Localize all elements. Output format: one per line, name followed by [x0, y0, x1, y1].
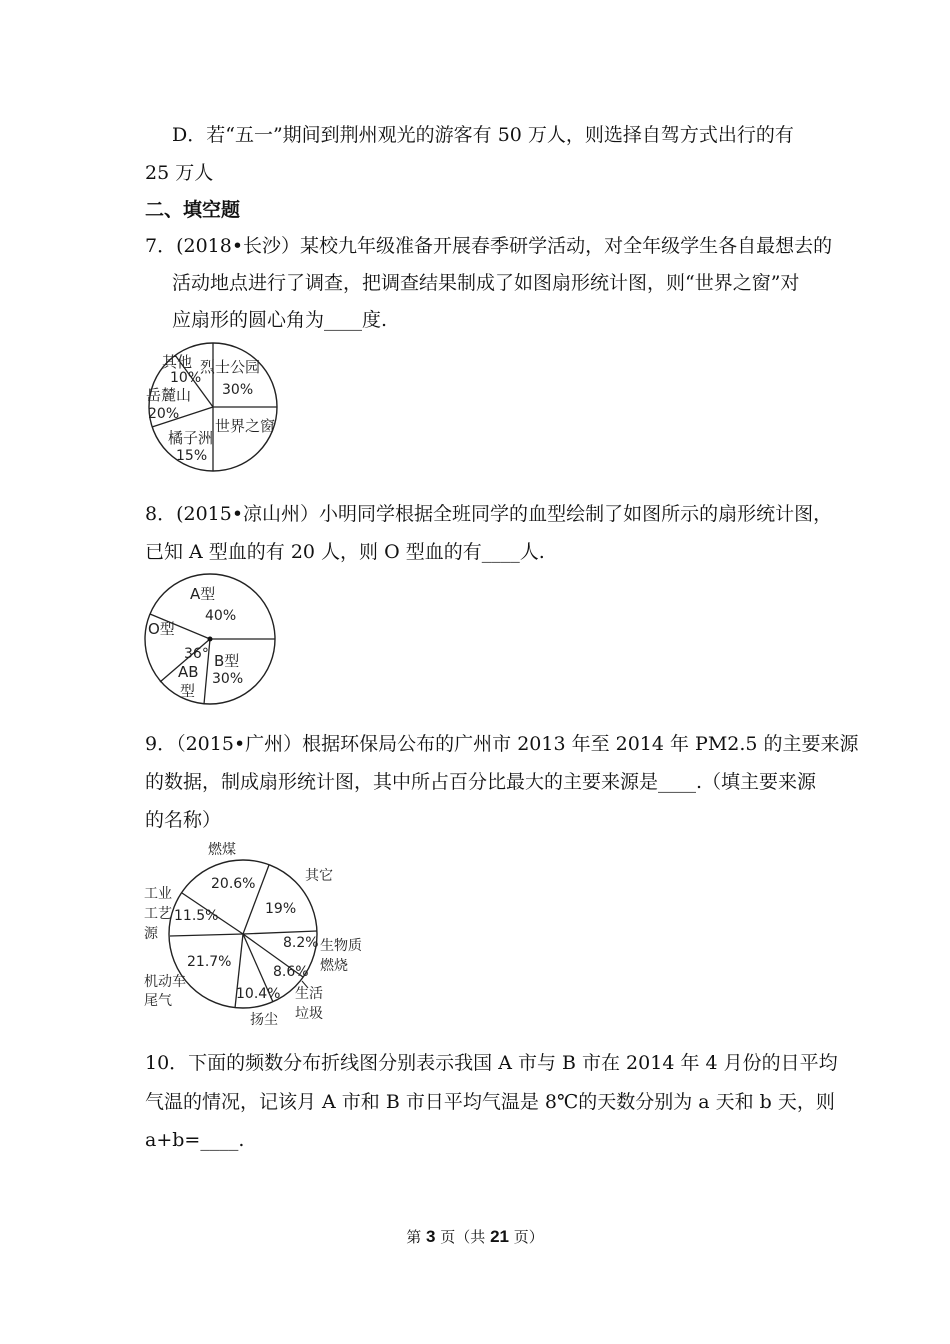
q9-line3: 的名称） [145, 809, 222, 831]
slice-label-type-a: A型 [190, 585, 216, 603]
footer-middle: 页（共 [440, 1228, 486, 1246]
slice-label-type-o: O型 [148, 620, 175, 638]
slice-value-vehicle: 21.7% [187, 954, 232, 970]
slice-label-vehicle-line2: 尾气 [144, 993, 172, 1009]
slice-value-other: 19% [265, 901, 297, 917]
slice-value-type-ab: 36° [184, 646, 209, 662]
slice-label-dust: 扬尘 [250, 1012, 278, 1026]
slice-value-type-b: 30% [212, 671, 244, 687]
pie-chart-study-destinations [140, 342, 285, 472]
slice-value-biomass: 8.2% [283, 935, 319, 951]
slice-label-biomass-line2: 燃烧 [320, 958, 348, 974]
q10-line3: a+b=____. [145, 1129, 245, 1151]
pie-center-dot [208, 637, 213, 642]
slice-label-biomass-line1: 生物质 [320, 938, 362, 954]
slice-label-industry-line2: 工艺 [144, 906, 172, 922]
q10-line1: 10．下面的频数分布折线图分别表示我国 A 市与 B 市在 2014 年 4 月份的日平均 [145, 1052, 838, 1074]
slice-label-garbage-line1: 生活 [295, 986, 323, 1002]
footer-page-number: 3 [426, 1227, 436, 1246]
slice-label-type-ab-line1: AB [178, 663, 199, 681]
footer-total-pages: 21 [490, 1227, 509, 1246]
slice-label-other: 其它 [305, 868, 333, 884]
slice-value-industry: 11.5% [174, 908, 219, 924]
section-title: 二、填空题 [145, 199, 241, 221]
q7-line3: 应扇形的圆心角为____度. [172, 309, 388, 331]
q7-line2: 活动地点进行了调查，把调查结果制成了如图扇形统计图，则“世界之窗”对 [172, 272, 800, 294]
slice-value-yuelu-mountain: 20% [148, 406, 180, 422]
q9-line1: 9．（2015•广州）根据环保局公布的广州市 2013 年至 2014 年 PM2.5 的主要来源 [145, 733, 859, 755]
slice-label-martyrs-park: 烈士公园 [200, 358, 261, 376]
q8-line1: 8．(2015•凉山州）小明同学根据全班同学的血型绘制了如图所示的扇形统计图， [145, 503, 833, 525]
q10-line2: 气温的情况，记该月 A 市和 B 市日平均气温是 8℃的天数分别为 a 天和 b 天，则 [145, 1091, 835, 1113]
pie-divider [170, 934, 243, 936]
slice-label-industry-line3: 源 [144, 926, 158, 942]
slice-label-other: 其他 [162, 353, 193, 371]
pie-divider [243, 931, 317, 934]
slice-label-window-of-world: 世界之窗 [215, 417, 276, 435]
slice-value-dust: 10.4% [236, 986, 281, 1002]
slice-label-coal: 燃煤 [208, 842, 236, 858]
q8-line2: 已知 A 型血的有 20 人，则 O 型血的有____人. [145, 541, 545, 563]
footer-prefix: 第 [406, 1228, 422, 1246]
q7-line1: 7．(2018•长沙）某校九年级准备开展春季研学活动，对全年级学生各自最想去的 [145, 235, 833, 257]
q9-line2: 的数据，制成扇形统计图，其中所占百分比最大的主要来源是____.（填主要来源 [145, 771, 817, 793]
slice-label-vehicle-line1: 机动车 [144, 974, 186, 990]
slice-value-orange-isle: 15% [176, 448, 208, 464]
slice-value-coal: 20.6% [211, 876, 256, 892]
slice-label-type-ab-line2: 型 [180, 682, 196, 700]
pie-chart-pm25-sources [140, 838, 370, 1026]
slice-value-martyrs-park: 30% [222, 382, 254, 398]
pie-chart-blood-types [140, 572, 280, 707]
slice-label-yuelu-mountain: 岳麓山 [146, 386, 192, 404]
slice-label-orange-isle: 橘子洲 [168, 429, 214, 447]
slice-label-garbage-line2: 垃圾 [295, 1006, 323, 1022]
option-d-line2: 25 万人 [145, 162, 214, 184]
slice-value-type-a: 40% [205, 608, 237, 624]
slice-label-industry-line1: 工业 [144, 886, 172, 902]
slice-value-other: 10% [170, 370, 202, 386]
slice-value-garbage: 8.6% [273, 964, 309, 980]
option-d-line1: D．若“五一”期间到荆州观光的游客有 50 万人，则选择自驾方式出行的有 [172, 124, 794, 146]
slice-label-type-b: B型 [214, 652, 240, 670]
page-footer [0, 1226, 950, 1247]
footer-suffix: 页） [513, 1228, 544, 1246]
